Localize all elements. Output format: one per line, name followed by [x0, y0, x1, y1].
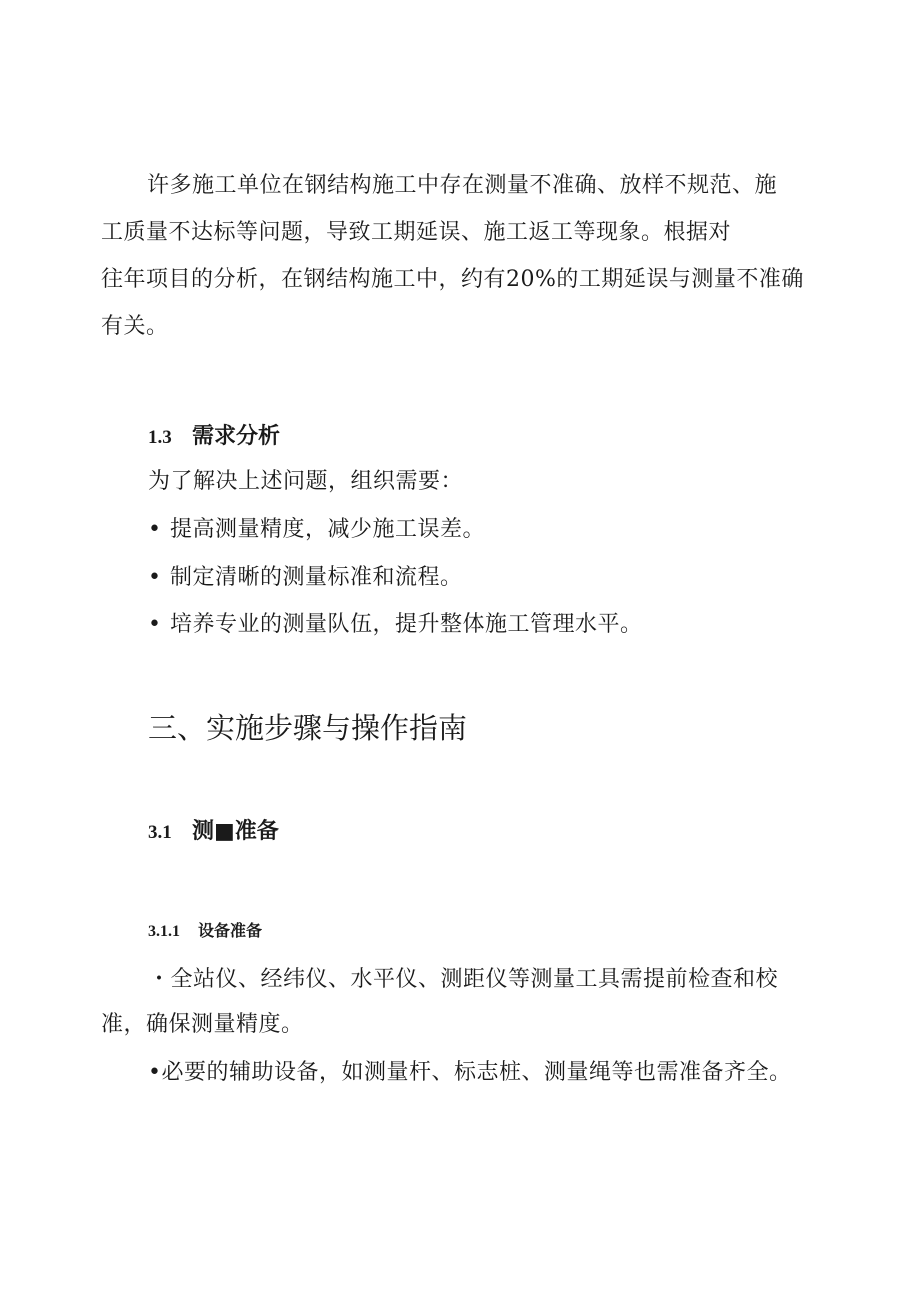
subsection-title: 设备准备 — [198, 921, 263, 940]
section-title: 测■准备 — [192, 819, 279, 844]
section-heading-3-1 — [148, 814, 279, 845]
equipment-item-1-line-2: 准，确保测量精度。 — [101, 1012, 304, 1037]
list-item — [148, 512, 485, 543]
list-item — [148, 607, 643, 638]
subsection-heading-3-1-1 — [148, 918, 262, 941]
list-item — [148, 560, 463, 591]
intro-paragraph — [101, 162, 821, 350]
list-item-text: 培养专业的测量队伍，提升整体施工管理水平。 — [170, 612, 643, 637]
section-lead-text: 为了解决上述问题，组织需要： — [148, 469, 464, 494]
list-item-text: 制定清晰的测量标准和流程。 — [170, 565, 463, 590]
intro-line-3: 往年项目的分析，在钢结构施工中，约有20%的工期延误与测量不准确 — [101, 267, 804, 292]
section-number: 3.1 — [148, 822, 172, 843]
intro-line-4: 有关。 — [101, 314, 169, 339]
intro-line-2: 工质量不达标等问题，导致工期延误、施工返工等现象。根据对 — [101, 220, 732, 245]
bullet-icon: • — [148, 612, 162, 637]
chapter-heading: 三、实施步骤与操作指南 — [148, 711, 468, 745]
subsection-number: 3.1.1 — [148, 923, 180, 940]
equipment-item-1-line-1: ・全站仪、经纬仪、水平仪、测距仪等测量工具需提前检查和校 — [148, 967, 779, 992]
bullet-icon: • — [148, 565, 162, 590]
section-number: 1.3 — [148, 427, 172, 448]
intro-line-1: 许多施工单位在钢结构施工中存在测量不准确、放样不规范、施 — [147, 173, 778, 198]
section-title: 需求分析 — [192, 424, 281, 449]
equipment-item-2: •必要的辅助设备，如测量杆、标志桩、测量绳等也需准备齐全。 — [148, 1060, 792, 1085]
list-item-text: 提高测量精度，减少施工误差。 — [170, 517, 486, 542]
bullet-icon: • — [148, 517, 162, 542]
section-heading-1-3 — [148, 419, 280, 450]
